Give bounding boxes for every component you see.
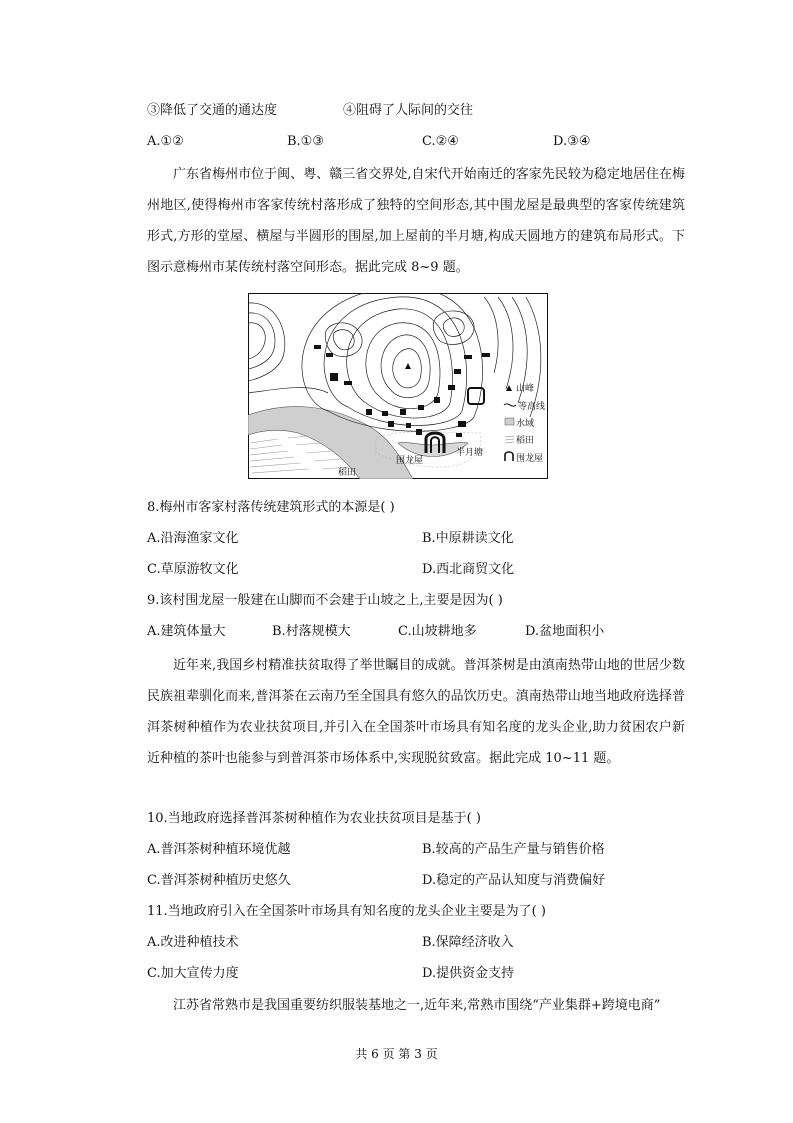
q11-option-d[interactable]: D.提供资金支持 xyxy=(422,966,515,981)
q10-stem: 10.当地政府选择普洱茶树种植作为农业扶贫项目是基于( ) xyxy=(147,811,481,826)
q10-option-b[interactable]: B.较高的产品生产量与销售价格 xyxy=(422,842,605,857)
passage-meizhou: 广东省梅州市位于闽、粤、赣三省交界处,自宋代开始南迁的客家先民较为稳定地居住在梅州地区,使得梅州市客家传统村落形成了独特的空间形态,其中围龙屋是最典型的客家传统建筑形式,方形的堂屋、横屋与半圆形的围屋,加上屋前的半月塘,构成天圆地方的建筑布局形式。下图示意梅州市某传统村落空间形态。据此完成 8~9 题。 xyxy=(147,167,685,275)
legend-rice: 稻田 xyxy=(516,436,535,446)
q9-option-b[interactable]: B.村落规模大 xyxy=(272,624,351,639)
legend-water: 水域 xyxy=(516,419,535,429)
page-footer: 共 6 页 第 3 页 xyxy=(355,1047,438,1061)
legend-contour: 等高线 xyxy=(518,402,546,412)
q7-option-c[interactable]: C.②④ xyxy=(422,134,459,149)
legend-water-icon xyxy=(505,418,514,425)
passage-puer-tea: 近年来,我国乡村精准扶贫取得了举世瞩目的成就。普洱茶树是由滇南热带山地的世居少数民族祖辈驯化而来,普洱茶在云南乃至全国具有悠久的品饮历史。滇南热带山地当地政府选择普洱茶树种植作为农业扶贫项目,并引入在全国茶叶市场具有知名度的龙头企业,助力贫困农户新近种植的茶叶也能参与到普洱茶市场体系中,实现脱贫致富。据此完成 10~11 题。 xyxy=(147,658,685,766)
q8-option-a[interactable]: A.沿海渔家文化 xyxy=(147,531,239,546)
label-rice: 稻田 xyxy=(338,468,357,478)
label-house: 围龙屋 xyxy=(396,456,424,466)
village-map xyxy=(248,293,548,479)
q9-option-a[interactable]: A.建筑体量大 xyxy=(147,624,226,639)
q7-option-d[interactable]: D.③④ xyxy=(553,134,591,149)
q11-option-a[interactable]: A.改进种植技术 xyxy=(147,935,239,950)
q7-option-a[interactable]: A.①② xyxy=(147,134,184,149)
statement-4: ④阻碍了人际间的交往 xyxy=(343,103,474,118)
q10-option-c[interactable]: C.普洱茶树种植历史悠久 xyxy=(147,873,291,888)
passage-changshu: 江苏省常熟市是我国重要纺织服装基地之一,近年来,常熟市围绕“产业集群+跨境电商” xyxy=(173,998,661,1013)
q8-option-b[interactable]: B.中原耕读文化 xyxy=(422,531,514,546)
legend-peak: 山峰 xyxy=(516,384,535,394)
q8-option-d[interactable]: D.西北商贸文化 xyxy=(422,562,515,577)
q9-option-c[interactable]: C.山坡耕地多 xyxy=(398,624,477,639)
legend-house: 围龙屋 xyxy=(516,454,544,464)
q8-stem: 8.梅州市客家村落传统建筑形式的本源是( ) xyxy=(147,500,395,515)
statement-3: ③降低了交通的通达度 xyxy=(147,103,278,118)
q11-stem: 11.当地政府引入在全国茶叶市场具有知名度的龙头企业主要是为了( ) xyxy=(147,904,546,919)
q11-option-b[interactable]: B.保障经济收入 xyxy=(422,935,514,950)
q8-option-c[interactable]: C.草原游牧文化 xyxy=(147,562,239,577)
q9-option-d[interactable]: D.盆地面积小 xyxy=(525,624,605,639)
q11-option-c[interactable]: C.加大宣传力度 xyxy=(147,966,239,981)
q7-option-b[interactable]: B.①③ xyxy=(287,134,324,149)
q10-option-a[interactable]: A.普洱茶树种植环境优越 xyxy=(147,842,291,857)
q9-stem: 9.该村围龙屋一般建在山脚而不会建于山坡之上,主要是因为( ) xyxy=(147,593,503,608)
q10-option-d[interactable]: D.稳定的产品认知度与消费偏好 xyxy=(422,873,606,888)
label-pond: 半月塘 xyxy=(456,448,484,458)
